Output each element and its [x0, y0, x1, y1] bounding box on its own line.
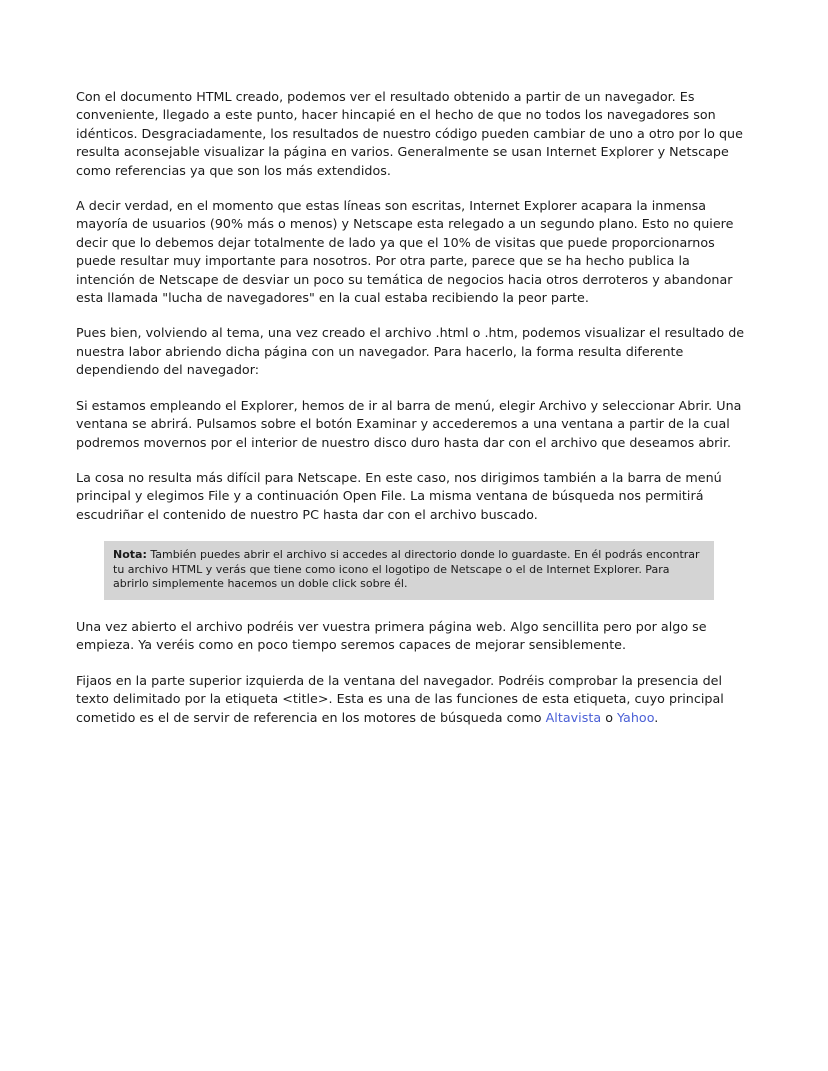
link-altavista[interactable]: Altavista — [545, 709, 602, 725]
note-body: También puedes abrir el archivo si accedes al directorio donde lo guardaste. En él podrás encontrar tu archivo HTML y verás que tiene como icono el logotipo de Netscape o el de Internet Explorer. Para abrirlo simplemente hacemos un doble click sobre él. — [113, 548, 700, 591]
final-text-part-1: Fijaos en la parte superior izquierda de la ventana del navegador. Podréis comprobar la presencia del texto delimitado por la etiqueta <title>. Esta es una de las funciones de esta etiqueta, cuyo principal cometido es el de servir de referencia en los motores de búsqueda como — [76, 672, 724, 725]
note-text — [113, 548, 705, 592]
note-callout — [104, 541, 714, 600]
document-body — [76, 88, 752, 727]
note-label: Nota: — [113, 548, 147, 562]
paragraph-6: Una vez abierto el archivo podréis ver vuestra primera página web. Algo sencillita pero por algo se empieza. Ya veréis como en poco tiempo seremos capaces de mejorar sensiblemente. — [76, 618, 707, 653]
link-yahoo[interactable]: Yahoo — [617, 709, 655, 725]
paragraph-2: A decir verdad, en el momento que estas líneas son escritas, Internet Explorer acapara la inmensa mayoría de usuarios (90% más o menos) y Netscape esta relegado a un segundo plano. Esto no quiere decir que lo debemos dejar totalmente de lado ya que el 10% de visitas que puede proporcionarnos puede resultar muy importante para nosotros. Por otra parte, parece que se ha hecho publica la intención de Netscape de desviar un poco su temática de negocios hacia otros derroteros y abandonar esta llamada "lucha de navegadores" en la cual estaba recibiendo la peor parte. — [76, 198, 734, 306]
paragraph-7 — [76, 672, 752, 727]
final-text-part-2: o — [601, 709, 618, 725]
paragraph-1: Con el documento HTML creado, podemos ver el resultado obtenido a partir de un navegador. Es conveniente, llegado a este punto, hacer hincapié en el hecho de que no todos los navegadores son idénticos. Desgraciadamente, los resultados de nuestro código pueden cambiar de uno a otro por lo que resulta aconsejable visualizar la página en varios. Generalmente se usan Internet Explorer y Netscape como referencias ya que son los más extendidos. — [76, 89, 743, 178]
paragraph-5: La cosa no resulta más difícil para Netscape. En este caso, nos dirigimos también a la barra de menú principal y elegimos File y a continuación Open File. La misma ventana de búsqueda nos permitirá escudriñar el contenido de nuestro PC hasta dar con el archivo buscado. — [76, 469, 722, 522]
paragraph-4: Si estamos empleando el Explorer, hemos de ir al barra de menú, elegir Archivo y seleccionar Abrir. Una ventana se abrirá. Pulsamos sobre el botón Examinar y accederemos a una ventana a partir de la cual podremos movernos por el interior de nuestro disco duro hasta dar con el archivo que deseamos abrir. — [76, 397, 742, 450]
final-text-part-3: . — [654, 709, 659, 725]
paragraph-3: Pues bien, volviendo al tema, una vez creado el archivo .html o .htm, podemos visualizar el resultado de nuestra labor abriendo dicha página con un navegador. Para hacerlo, la forma resulta diferente dependiendo del navegador: — [76, 325, 745, 378]
